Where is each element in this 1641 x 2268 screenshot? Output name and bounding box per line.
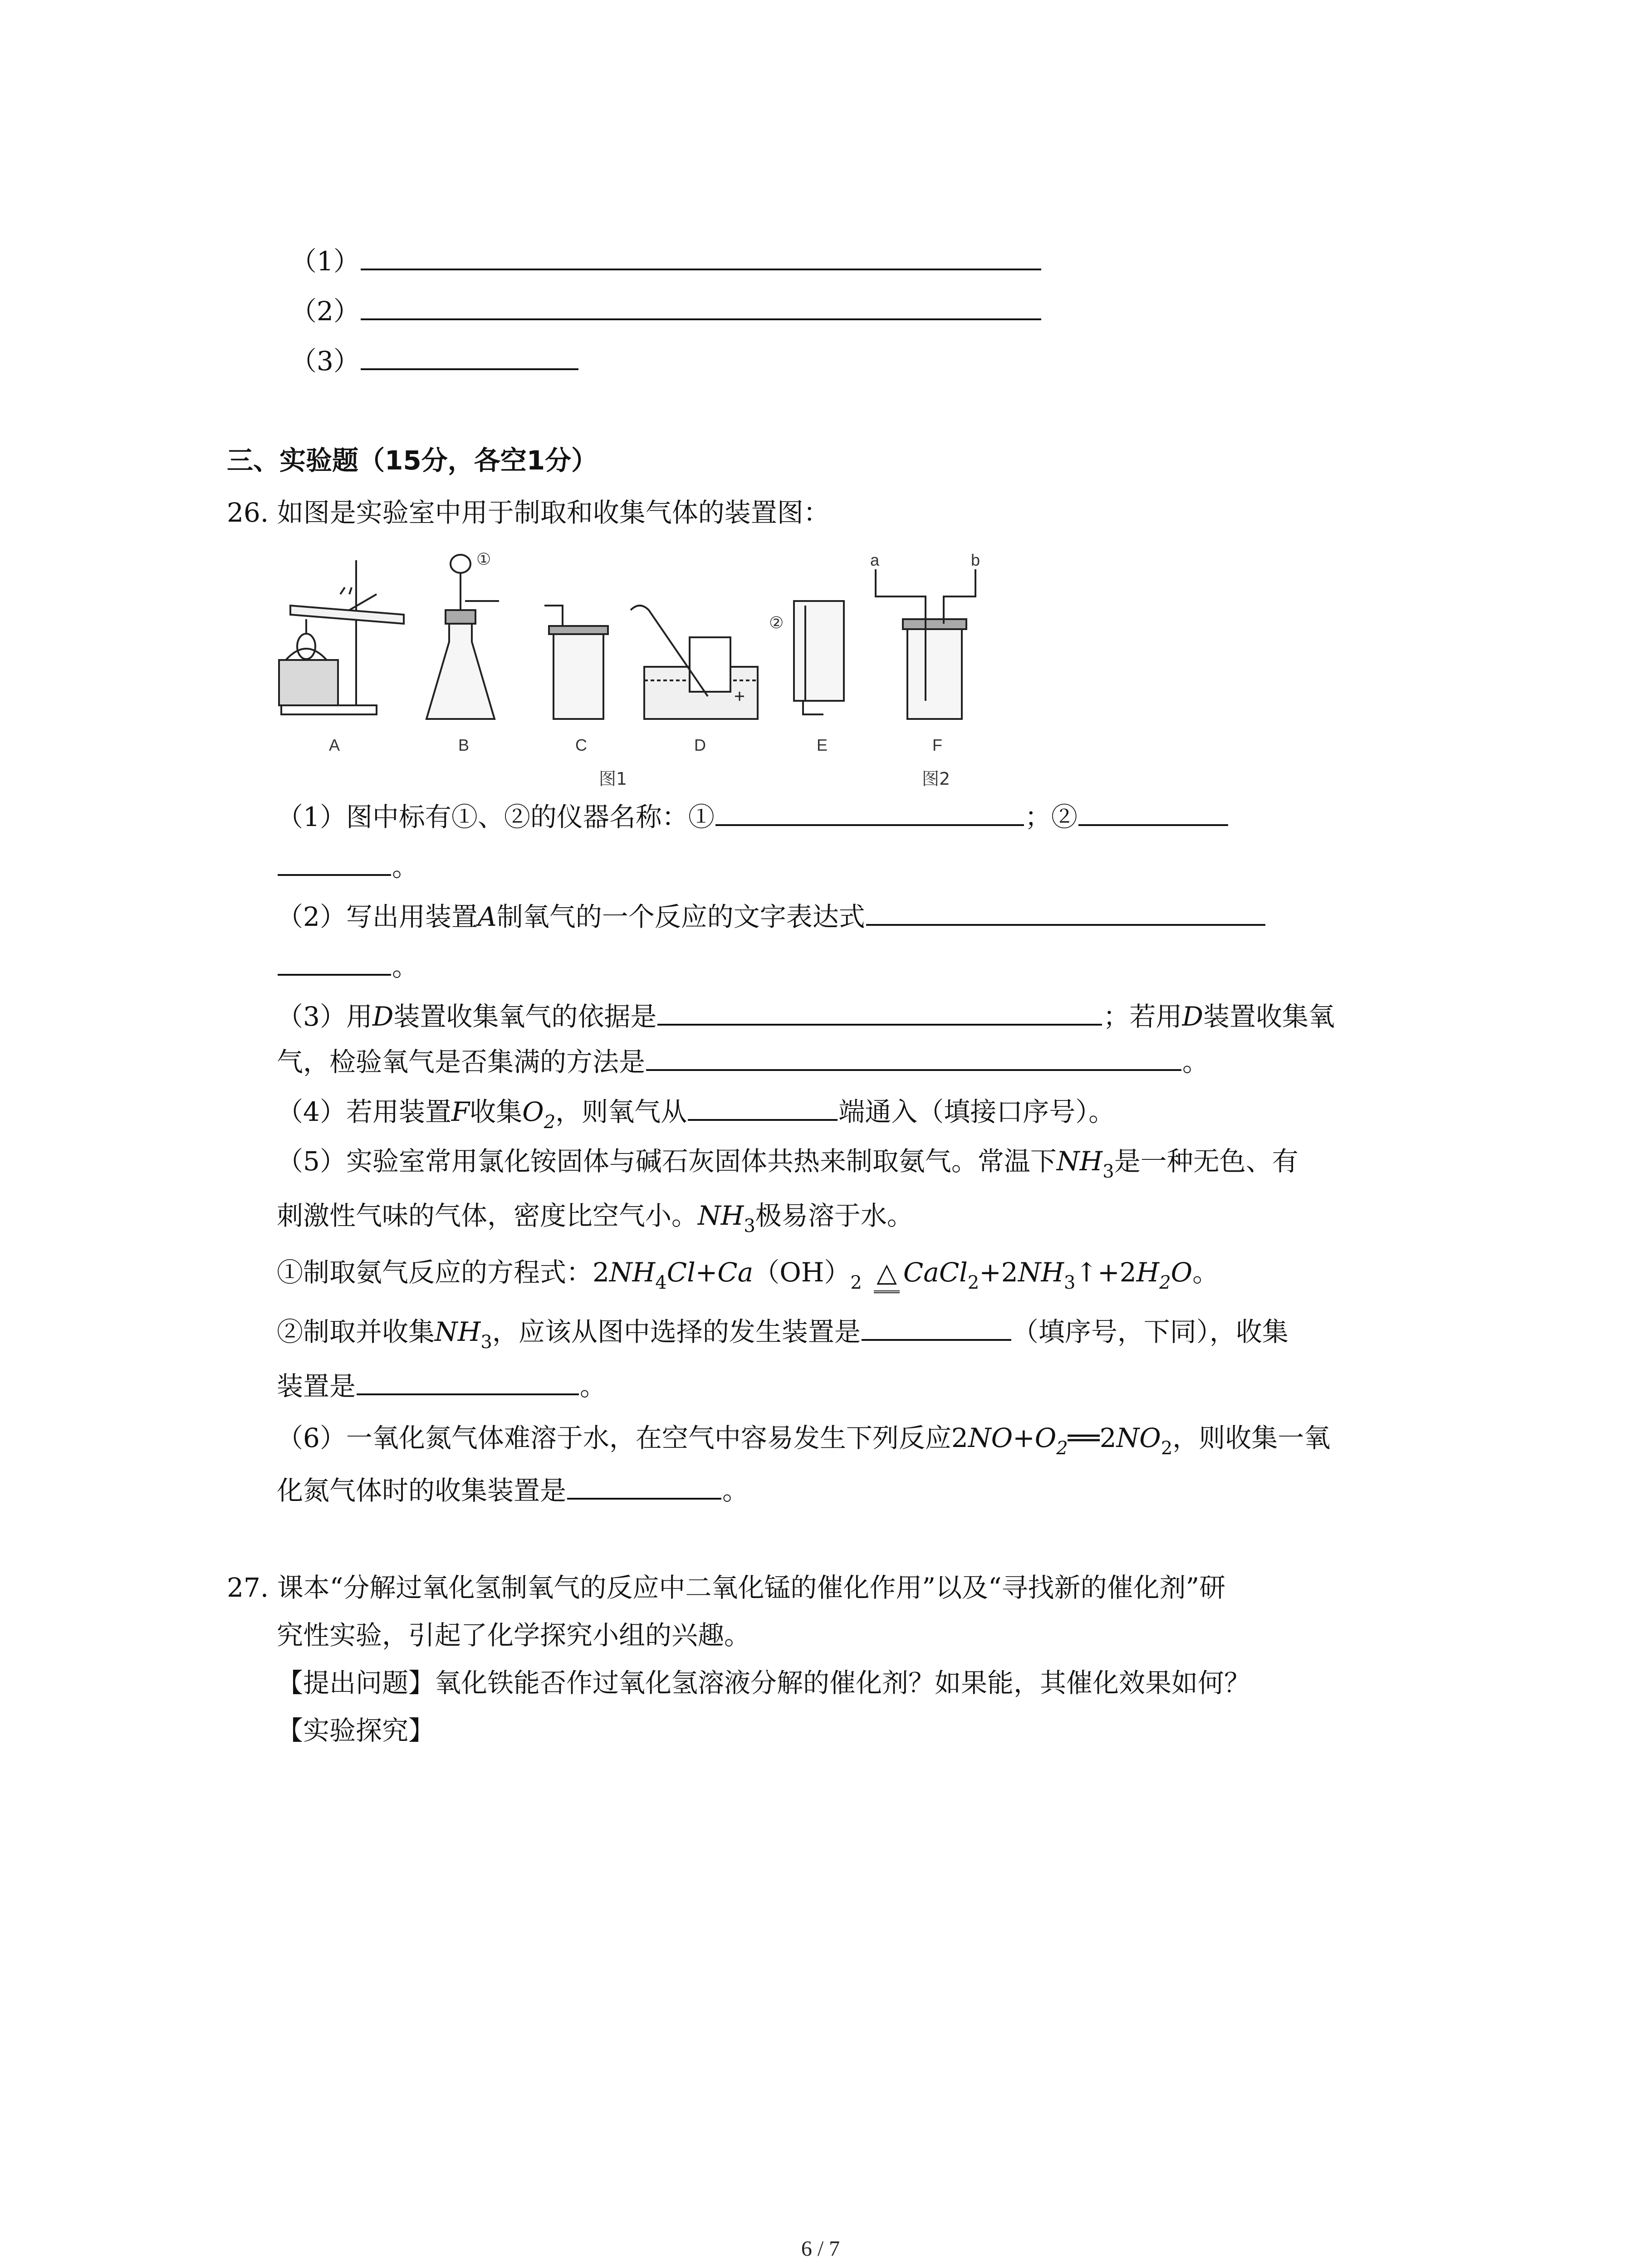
q26-p5-NH: NH [1056, 1146, 1103, 1177]
q26-p5-q2-end: 。 [580, 1371, 607, 1402]
q26-p1-cont [277, 846, 418, 885]
q26-p6-line1-b: ，则收集一氧 [1172, 1422, 1331, 1453]
eq-plus2: +2 [979, 1257, 1018, 1288]
answer-blank-1[interactable] [361, 240, 1041, 270]
q26-p6-plus: + [1013, 1422, 1035, 1453]
q26-p3-cont [277, 1041, 1209, 1080]
q26-p2-text-b: 制氧气的一个反应的文字表达式 [496, 901, 865, 932]
eq-NH3-sub: 3 [1064, 1272, 1076, 1293]
apparatus-c [544, 606, 608, 719]
eq-OH-sub: 2 [850, 1272, 862, 1293]
label-c: C [575, 736, 587, 754]
marker-1: ① [476, 551, 491, 568]
q26-p5-line2-NH: NH [698, 1200, 744, 1231]
q26-p1 [277, 796, 1229, 835]
q26-p4-O: O [522, 1096, 544, 1127]
q26-p5-q2-NH: NH [435, 1316, 481, 1347]
eq-NH3: NH [1018, 1257, 1064, 1288]
apparatus-a [279, 560, 404, 714]
marker-b: b [971, 551, 980, 569]
q26-p2-blank-a[interactable] [866, 896, 1265, 926]
q26-p6-equals: ══ [1068, 1422, 1100, 1453]
q26-p6-NO2: NO [1116, 1422, 1161, 1453]
label-e: E [817, 736, 828, 754]
eq-plus: + [695, 1257, 718, 1288]
q26-p6-O-sub: 2 [1056, 1438, 1068, 1459]
marker-a: a [870, 551, 880, 569]
eq-prefix: ①制取氨气反应的方程式：2 [277, 1257, 609, 1288]
q26-number: 26. [227, 497, 269, 528]
q26-p3-text-c: ；若用 [1103, 1001, 1182, 1032]
q26-p5-line2-b: 极易溶于水。 [755, 1200, 913, 1231]
q26-p4-O-sub: 2 [544, 1112, 556, 1133]
q27-line3: 【提出问题】氧化铁能否作过氧化氢溶液分解的催化剂？如果能，其催化效果如何？ [277, 1667, 1251, 1698]
answer-blank-3[interactable] [361, 340, 578, 370]
q26-p3-text-d: 装置收集氧 [1203, 1001, 1335, 1032]
caption-fig1: 图1 [599, 769, 627, 789]
eq-heat-sign [874, 1254, 900, 1293]
q26-p4-F: F [451, 1096, 470, 1127]
answer-label-3: （3） [290, 346, 360, 376]
eq-H-sub: 2 [1159, 1272, 1171, 1293]
apparatus-f [876, 569, 975, 719]
q26-p5-q2-b: ，应该从图中选择的发生装置是 [492, 1316, 861, 1347]
answer-blank-2[interactable] [361, 290, 1041, 320]
q26-p1-text: （1）图中标有①、②的仪器名称：① [277, 802, 715, 832]
q26-p2-cont [277, 946, 418, 985]
q26-p6-line2 [277, 1470, 749, 1509]
eq-Cl: Cl [666, 1257, 696, 1288]
q26-p2-A: A [477, 901, 497, 932]
q26-p3-text-b: 装置收集氧气的依据是 [393, 1001, 657, 1032]
gas-up-arrow-icon: ↑ [1075, 1257, 1098, 1288]
q26-p6-O: O [1034, 1422, 1057, 1453]
q26-p6-NO: NO [968, 1422, 1013, 1453]
q26-p3-blank-2[interactable] [646, 1041, 1181, 1071]
q26-p5-q2-cont [277, 1365, 606, 1404]
q26-p6-blank[interactable] [567, 1470, 721, 1500]
q26-p5-q2-a: ②制取并收集 [277, 1316, 435, 1347]
eq-O: O [1171, 1257, 1193, 1288]
q26-p5-q2-c: （填序号，下同），收集 [1012, 1316, 1288, 1347]
q26-p5-q2-sub: 3 [480, 1332, 492, 1353]
q26-p4-blank[interactable] [688, 1091, 838, 1121]
q26-p3-end: 。 [1182, 1046, 1209, 1077]
apparatus-b [426, 555, 499, 719]
q26-p4-text-c: ，则氧气从 [555, 1096, 687, 1127]
eq-end: 。 [1192, 1257, 1219, 1288]
q26-p3-line2: 气，检验氧气是否集满的方法是 [277, 1046, 646, 1077]
q26-p3-D: D [372, 1001, 394, 1032]
q26-p2 [277, 896, 1266, 935]
q26-p5-equation [277, 1254, 1219, 1301]
eq-NH4: NH [609, 1257, 656, 1288]
eq-Ca: Ca [717, 1257, 754, 1288]
eq-NH4-sub: 4 [655, 1272, 667, 1293]
q26-p6-end: 。 [722, 1475, 749, 1506]
label-f: F [932, 736, 942, 754]
q26-stem: 如图是实验室中用于制取和收集气体的装置图： [277, 497, 830, 528]
q26-p5-blank-1[interactable] [862, 1311, 1011, 1341]
q26-p6-line1-a: （6）一氧化氮气体难溶于水，在空气中容易发生下列反应2 [277, 1422, 968, 1453]
answer-label-2: （2） [290, 296, 360, 327]
q26-p3-D2: D [1182, 1001, 1203, 1032]
q26-p5-line1-a: （5）实验室常用氯化铵固体与碱石灰固体共热来制取氨气。常温下 [277, 1146, 1057, 1177]
apparatus-e [794, 601, 844, 714]
q26-p1-blank-2a[interactable] [1078, 796, 1228, 826]
q26-p5-blank-2[interactable] [357, 1365, 579, 1395]
apparatus-figure [272, 551, 1021, 796]
section-title: 三、实验题（15分，各空1分） [227, 445, 598, 476]
q26-p1-sep: ；② [1024, 802, 1078, 832]
q26-p6-line1 [277, 1420, 1330, 1466]
q27-number: 27. [227, 1572, 269, 1603]
q26-p6-two: 2 [1099, 1422, 1117, 1453]
eq-CaCl-sub: 2 [967, 1272, 980, 1293]
q26-p3 [277, 996, 1335, 1035]
answer-line-3 [290, 340, 579, 379]
q27-line2: 究性实验，引起了化学探究小组的兴趣。 [277, 1620, 751, 1651]
q26-p1-blank-1[interactable] [715, 796, 1024, 826]
q27-line4: 【实验探究】 [277, 1715, 435, 1746]
eq-H: H [1136, 1257, 1160, 1288]
q26-p2-text-a: （2）写出用装置 [277, 901, 478, 932]
q26-p4 [277, 1091, 1115, 1140]
q27-line1 [227, 1569, 1225, 1606]
caption-fig2: 图2 [922, 769, 950, 789]
label-a: A [329, 736, 340, 754]
q26-p5-q2 [277, 1311, 1288, 1360]
page-number: 6 / 7 [801, 2237, 840, 2261]
label-d: D [694, 736, 706, 754]
q26-stem-line [227, 494, 830, 531]
label-b: B [458, 736, 470, 754]
q27-line1-text: 课本“分解过氧化氢制氧气的反应中二氧化锰的催化作用”以及“寻找新的催化剂”研 [277, 1572, 1226, 1603]
q26-p5-line2 [277, 1198, 913, 1244]
eq-OH: （OH） [753, 1257, 851, 1288]
q26-p4-text-a: （4）若用装置 [277, 1096, 451, 1127]
answer-label-1: （1） [290, 246, 360, 277]
marker-2: ② [769, 613, 784, 632]
heat-triangle-icon: △ [877, 1257, 897, 1288]
q26-p5-line1-b: 是一种无色、有 [1114, 1146, 1298, 1177]
q26-p5-NH-sub: 3 [1102, 1161, 1114, 1182]
answer-line-2 [290, 290, 1042, 329]
q26-p5-q2-line2: 装置是 [277, 1371, 356, 1402]
q26-p6-NO2-sub: 2 [1161, 1438, 1173, 1459]
q26-p3-text-a: （3）用 [277, 1001, 372, 1032]
q26-p4-text-b: 收集 [470, 1096, 523, 1127]
q26-p4-text-d: 端通入（填接口序号）。 [838, 1096, 1115, 1127]
q26-p1-blank-2b[interactable] [278, 846, 391, 876]
q26-p5-line1 [277, 1143, 1298, 1190]
q26-p6-line2-a: 化氮气体时的收集装置是 [277, 1475, 567, 1506]
q26-p1-end: 。 [392, 851, 419, 882]
q26-p5-line2-sub: 3 [744, 1216, 755, 1237]
q26-p2-blank-b[interactable] [278, 946, 391, 976]
q26-p5-line2-a: 刺激性气味的气体，密度比空气小。 [277, 1200, 698, 1231]
q26-p3-blank-1[interactable] [657, 996, 1102, 1026]
apparatus-d [631, 606, 758, 719]
eq-CaCl: CaCl [903, 1257, 968, 1288]
answer-line-1 [290, 240, 1042, 279]
eq-plus3: +2 [1097, 1257, 1136, 1288]
q26-p2-end: 。 [392, 951, 419, 982]
